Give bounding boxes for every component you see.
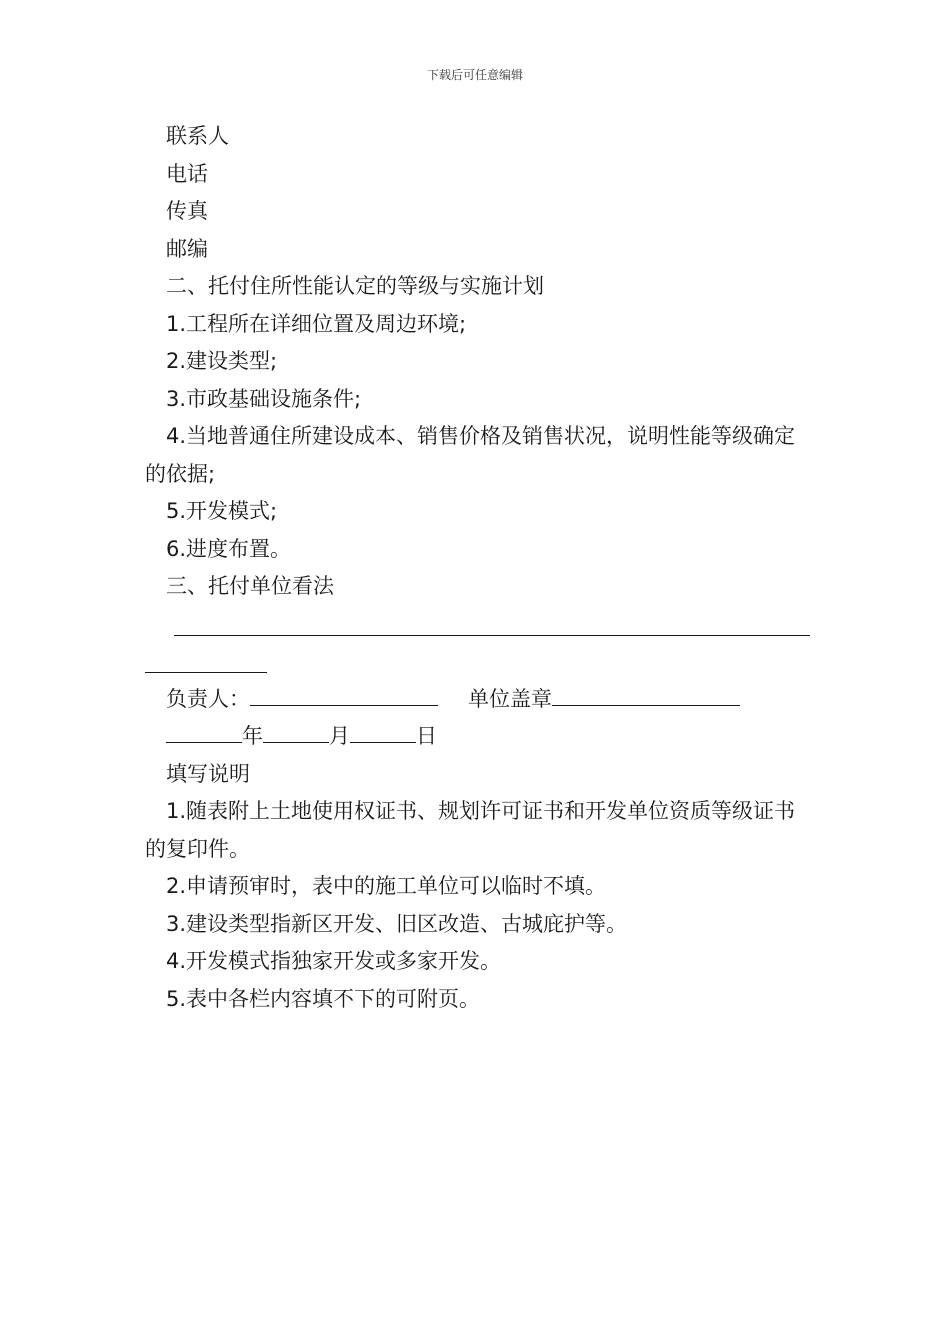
responsible-label: 负责人： (166, 686, 250, 711)
section2-item-2: 2.建设类型; (166, 349, 278, 373)
instructions-title: 填写说明 (166, 761, 250, 786)
month-blank (263, 720, 329, 743)
day-label: 日 (416, 724, 437, 748)
seal-label: 单位盖章 (468, 686, 552, 711)
instructions-item-1: 1.随表附上土地使用权证书、规划许可证书和开发单位资质等级证书的复印件。 (145, 799, 796, 861)
instructions-item-5: 5.表中各栏内容填不下的可附页。 (166, 986, 481, 1011)
document-body (145, 118, 810, 1018)
section2-item-1: 1.工程所在详细位置及周边环境; (166, 311, 467, 336)
seal-blank (552, 683, 740, 706)
responsible-blank (250, 683, 438, 706)
year-blank (166, 720, 242, 743)
date-row (145, 718, 810, 756)
section2-item-5: 5.开发模式; (166, 499, 278, 523)
header-note: 下载后可任意编辑 (426, 68, 523, 82)
section2-item-3: 3.市政基础设施条件; (166, 386, 362, 411)
opinion-fill-line-1 (145, 606, 810, 644)
phone-label: 电话 (166, 161, 208, 186)
month-label: 月 (329, 724, 350, 748)
section3-title: 三、托付单位看法 (166, 574, 334, 598)
postcode-label: 邮编 (166, 236, 208, 261)
section2-item-4: 4.当地普通住所建设成本、销售价格及销售状况，说明性能等级确定的依据; (145, 424, 796, 486)
instructions-item-2: 2.申请预审时，表中的施工单位可以临时不填。 (166, 874, 607, 898)
year-label: 年 (242, 724, 263, 748)
opinion-fill-line-2 (145, 643, 810, 681)
signature-row (145, 681, 810, 719)
section2-title: 二、托付住所性能认定的等级与实施计划 (166, 274, 544, 298)
day-blank (350, 720, 416, 743)
instructions-item-4: 4.开发模式指独家开发或多家开发。 (166, 949, 502, 973)
fax-label: 传真 (166, 199, 208, 223)
section2-item-6: 6.进度布置。 (166, 536, 292, 561)
contact-person-label: 联系人 (166, 124, 229, 148)
instructions-item-3: 3.建设类型指新区开发、旧区改造、古城庇护等。 (166, 911, 628, 936)
